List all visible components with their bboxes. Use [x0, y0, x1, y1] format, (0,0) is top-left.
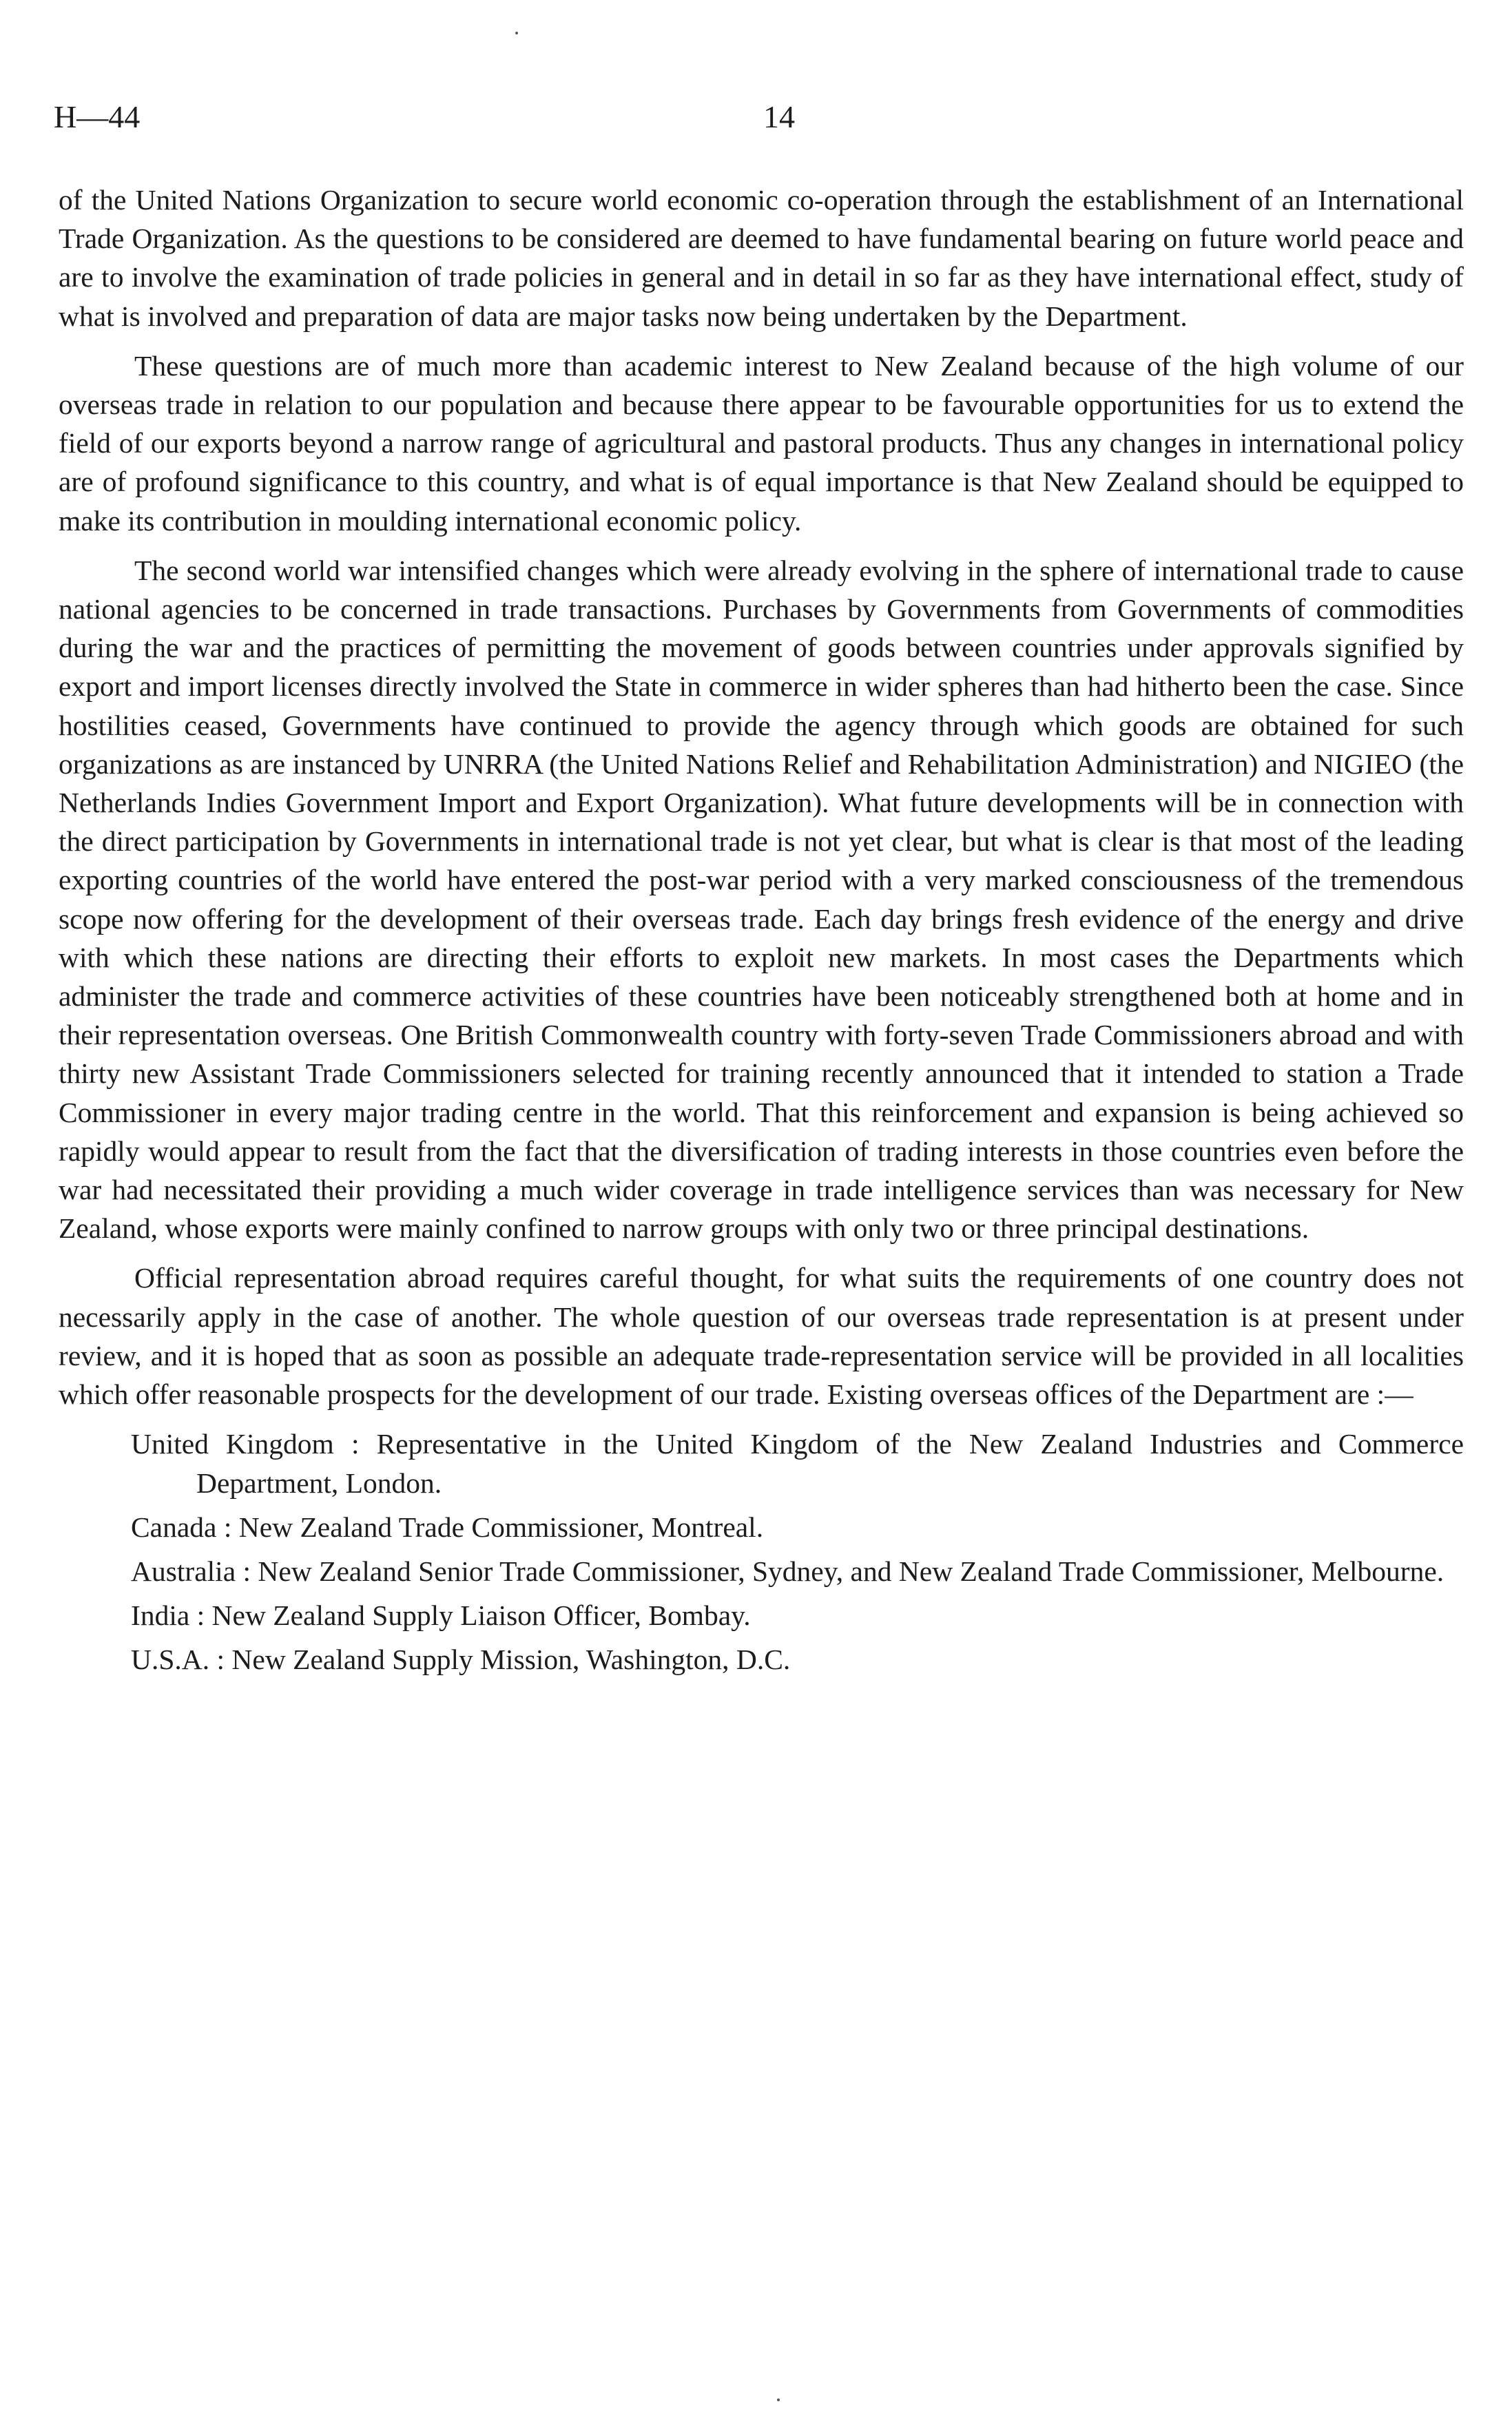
- page-number: 14: [763, 99, 795, 134]
- office-usa: U.S.A. : New Zealand Supply Mission, Washington, D.C.: [131, 1644, 791, 1676]
- office-united-kingdom: United Kingdom : Representative in the United Kingdom of the New Zealand Industries and Commerce Department, London.: [131, 1428, 1464, 1499]
- scan-speck: [515, 32, 518, 34]
- page-header: [54, 96, 1459, 138]
- paragraph-academic-interest: These questions are of much more than academic interest to New Zealand because of the high volume of our overseas trade in relation to our population and because there appear to be favourable opportunities for us to extend the field of our exports beyond a narrow range of agricultural and pastoral products. Thus any changes in international policy are of profound significance to this country, and what is of equal importance is that New Zealand should be equipped to make its contribution in moulding international economic policy.: [59, 349, 1464, 537]
- office-australia: Australia : New Zealand Senior Trade Commissioner, Sydney, and New Zealand Trade Commissioner, Melbourne.: [131, 1555, 1444, 1587]
- paragraph-official-representation: Official representation abroad requires careful thought, for what suits the requirements of one country does not necessarily apply in the case of another. The whole question of our overseas trade representation is at present under review, and it is hoped that as soon as possible an adequate trade-representation service will be provided in all localities which offer reasonable prospects for the development of our trade. Existing overseas offices of the Department are :—: [59, 1262, 1464, 1411]
- paragraph-second-world-war: The second world war intensified changes which were already evolving in the sphere of international trade to cause national agencies to be concerned in trade transactions. Purchases by Governments from Governments of commodities during the war and the practices of permitting the movement of goods between countries under approvals signified by export and import licenses directly involved the State in commerce in wider spheres than had hitherto been the case. Since hostilities ceased, Governments have continued to provide the agency through which goods are obtained for such organizations as are instanced by UNRRA (the United Nations Relief and Rehabilitation Administration) and NIGIEO (the Netherlands Indies Government Import and Export Organization). What future developments will be in connection with the direct participation by Governments in international trade is not yet clear, but what is clear is that most of the leading exporting countries of the world have entered the post-war period with a very marked consciousness of the tremendous scope now offering for the development of their overseas trade. Each day brings fresh evidence of the energy and drive with which these nations are directing their efforts to exploit new markets. In most cases the Departments which administer the trade and commerce activities of these countries have been noticeably strengthened both at home and in their representation overseas. One British Commonwealth country with forty-seven Trade Commissioners abroad and with thirty new Assistant Trade Commissioners selected for training recently announced that it intended to station a Trade Commissioner in every major trading centre in the world. That this reinforcement and expansion is being achieved so rapidly would appear to result from the fact that the diversification of trading interests in those countries even before the war had necessitated their providing a much wider coverage in trade intelligence services than was necessary for New Zealand, whose exports were mainly confined to narrow groups with only two or three principal destinations.: [59, 554, 1464, 1245]
- paragraph-continuation: of the United Nations Organization to secure world economic co-operation through the establishment of an International Trade Organization. As the questions to be considered are deemed to have fundamental bearing on future world peace and are to involve the examination of trade policies in general and in detail in so far as they have international effect, study of what is involved and preparation of data are major tasks now being undertaken by the Department.: [59, 184, 1464, 332]
- body-text: [59, 180, 1464, 1685]
- office-india: India : New Zealand Supply Liaison Officer, Bombay.: [131, 1599, 751, 1632]
- document-code: H—44: [54, 99, 141, 134]
- overseas-offices-list: [59, 1424, 1464, 1679]
- office-canada: Canada : New Zealand Trade Commissioner, Montreal.: [131, 1511, 764, 1543]
- scan-speck: [777, 2398, 780, 2401]
